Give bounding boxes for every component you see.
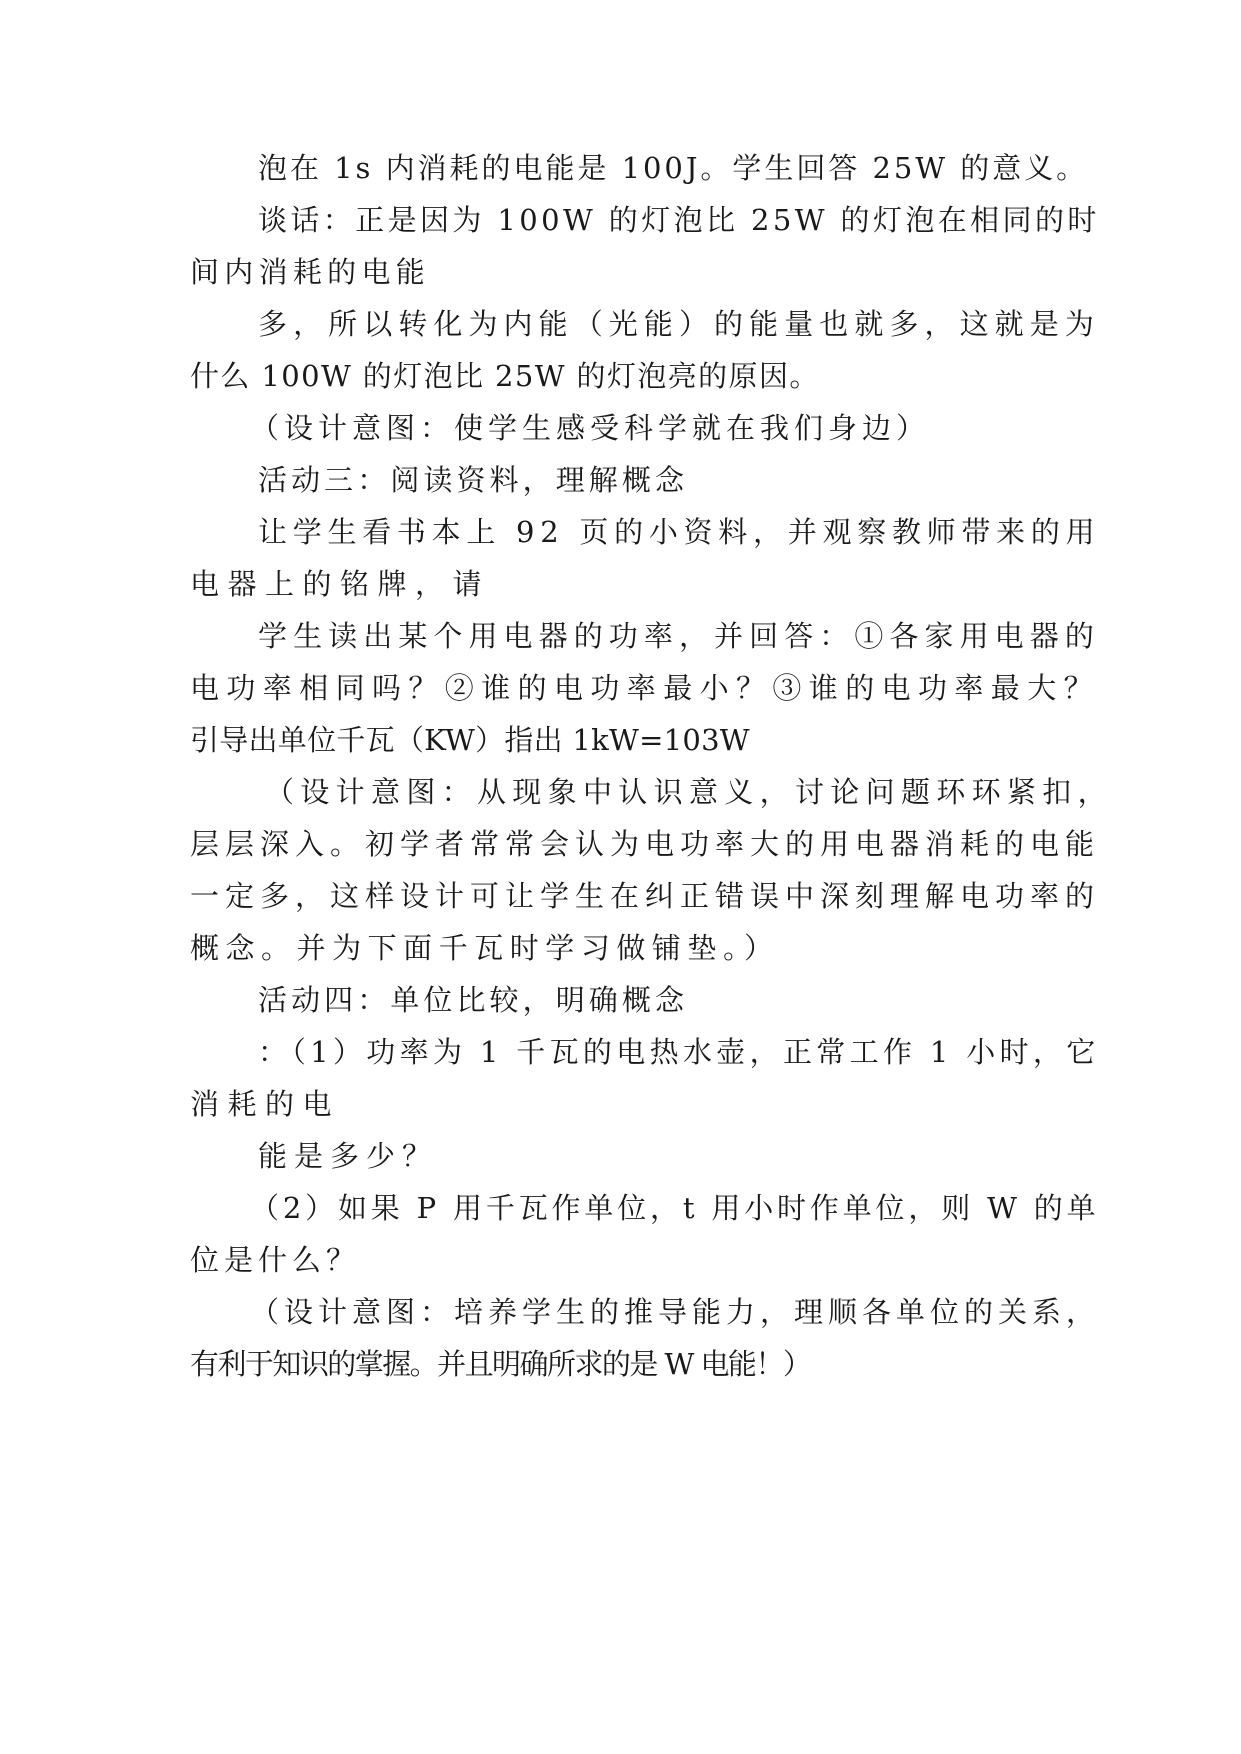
text-line-6: （设计意图：使学生感受科学就在我们身边） [250,411,931,445]
text-line-12: 引导出单位千瓦（KW）指出 1kW=103W [190,723,750,757]
text-line-2: 谈话：正是因为 100W 的灯泡比 25W 的灯泡在相同的时 [258,203,1100,237]
text-line-1: 泡在 1s 内消耗的电能是 100J。学生回答 25W 的意义。 [258,151,1089,185]
text-line-4: 多，所以转化为内能（光能）的能量也就多，这就是为 [258,307,1100,341]
text-line-14: 层层深入。初学者常常会认为电功率大的用电器消耗的电能 [190,827,1101,861]
text-line-18: ：（1）功率为 1 千瓦的电热水壶，正常工作 1 小时，它 [258,1035,1100,1069]
text-line-5: 什么 100W 的灯泡比 25W 的灯泡亮的原因。 [190,359,820,393]
text-line-20: 能是多少？ [258,1139,439,1173]
text-line-17: 活动四：单位比较，明确概念 [258,983,689,1017]
text-line-22: 位是什么？ [190,1243,361,1277]
text-line-3: 间内消耗的电能 [190,255,431,289]
text-line-13: （设计意图：从现象中认识意义，讨论问题环环紧扣， [265,775,1113,809]
text-line-11: 电功率相同吗？②谁的电功率最小？③谁的电功率最大？ [190,671,1101,705]
text-line-8: 让学生看书本上 92 页的小资料，并观察教师带来的用 [258,515,1101,549]
text-line-19: 消耗的电 [190,1087,341,1121]
text-line-10: 学生读出某个用电器的功率，并回答：①各家用电器的 [258,619,1100,653]
text-line-9: 电器上的铭牌，请 [190,567,491,601]
text-line-24: 有利于知识的掌握。并且明确所求的是 W 电能！） [190,1347,811,1381]
text-line-15: 一定多，这样设计可让学生在纠正错误中深刻理解电功率的 [190,879,1101,913]
text-line-21: （2）如果 P 用千瓦作单位，t 用小时作单位，则 W 的单 [250,1191,1100,1225]
text-line-16: 概念。并为下面千瓦时学习做铺垫。） [190,931,780,965]
text-line-7: 活动三：阅读资料，理解概念 [258,463,689,497]
text-line-23: （设计意图：培养学生的推导能力，理顺各单位的关系， [250,1295,1101,1329]
